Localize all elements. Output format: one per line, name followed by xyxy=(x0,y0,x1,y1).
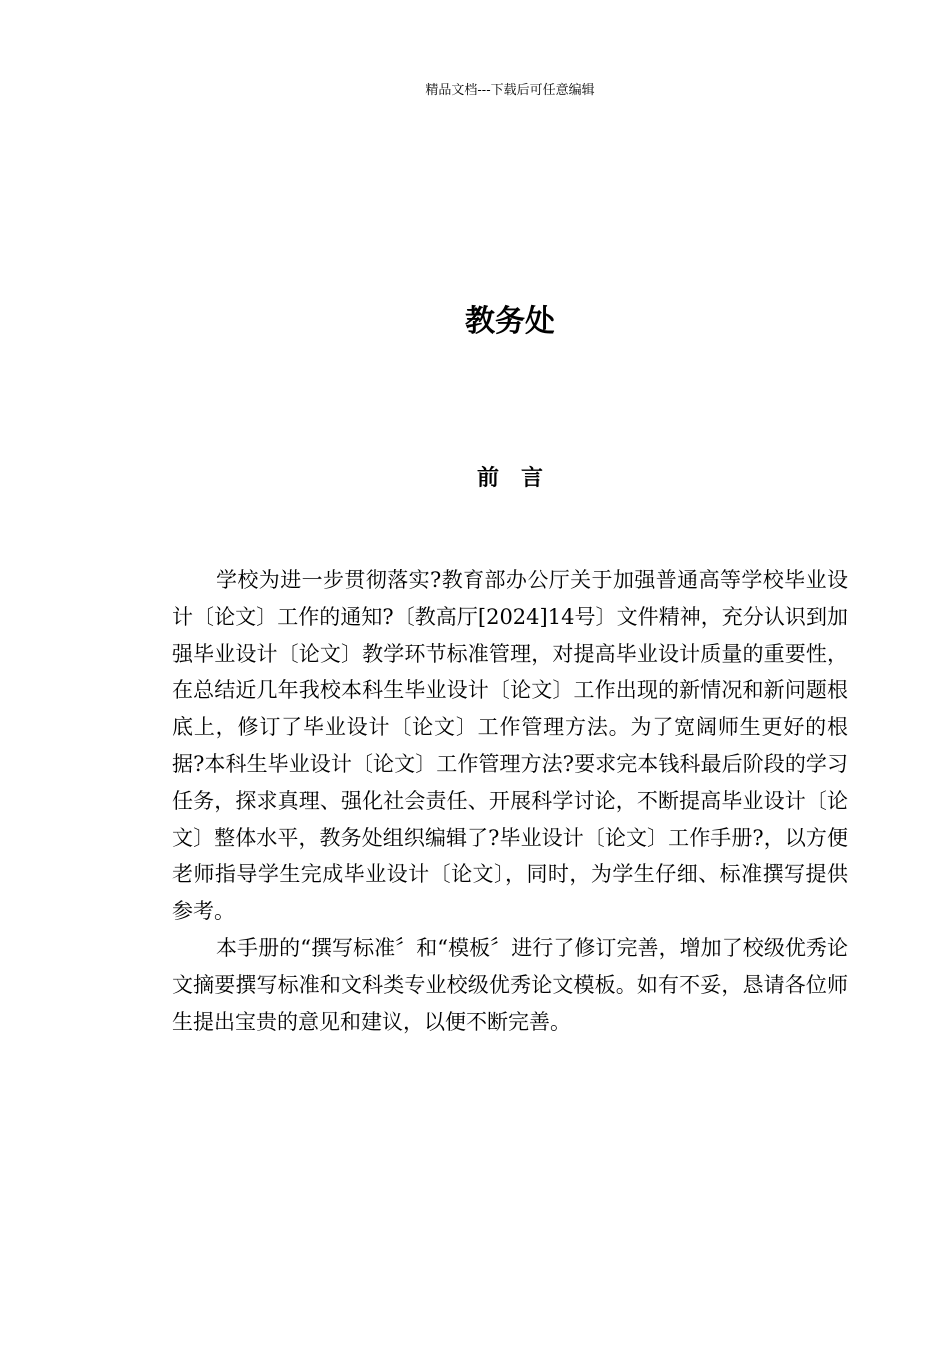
preface-paragraph-2: 本手册的“撰写标准〞和“模板〞进行了修订完善，增加了校级优秀论文摘要撰写标准和文科类专业校级优秀论文模板。如有不妥，恳请各位师生提出宝贵的意见和建议，以便不断完善。 xyxy=(172,935,848,1034)
preface-body xyxy=(172,562,848,1040)
preface-paragraph-1: 学校为进一步贯彻落实?教育部办公厅关于加强普通高等学校毕业设计〔论文〕工作的通知?〔教高厅[2024]14号〕文件精神，充分认识到加强毕业设计〔论文〕教学环节标准管理，对提高毕业设计质量的重要性，在总结近几年我校本科生毕业设计〔论文〕工作出现的新情况和新问题根底上，修订了毕业设计〔论文〕工作管理方法。为了宽阔师生更好的根据?本科生毕业设计〔论文〕工作管理方法?要求完本钱科最后阶段的学习任务，探求真理、强化社会责任、开展科学讨论，不断提高毕业设计〔论文〕整体水平，教务处组织编辑了?毕业设计〔论文〕工作手册?，以方便老师指导学生完成毕业设计〔论文〕，同时，为学生仔细、标准撰写提供参考。 xyxy=(172,568,848,924)
organization-title: 教务处 xyxy=(465,304,555,339)
section-title: 前 言 xyxy=(476,465,543,491)
page-header-note: 精品文档---下载后可任意编辑 xyxy=(425,83,595,98)
